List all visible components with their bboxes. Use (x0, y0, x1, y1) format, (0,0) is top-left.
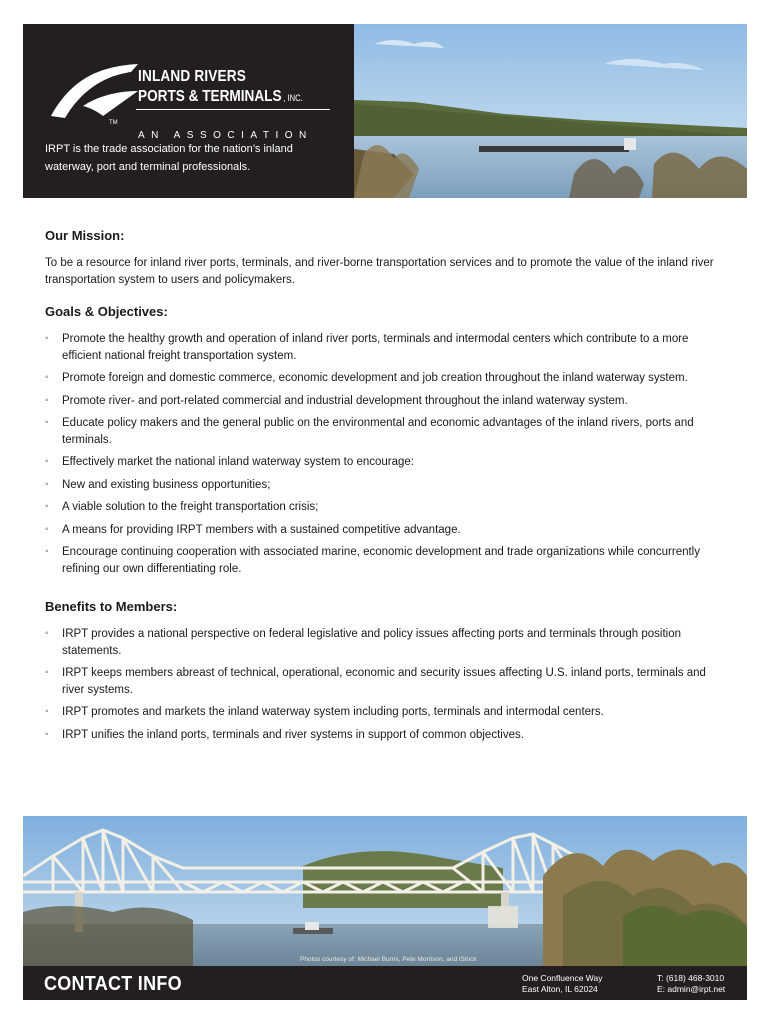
list-item: ◦ IRPT promotes and markets the inland waterway system including ports, terminals and intermodal centers. (45, 704, 725, 721)
bullet-icon: ◦ (45, 546, 49, 557)
header-tagline: IRPT is the trade association for the nation’s inland waterway, port and terminal professionals. (45, 143, 293, 173)
goals-title: Goals & Objectives: (45, 304, 168, 319)
bullet-icon: ◦ (45, 706, 49, 717)
list-item: ◦ IRPT keeps members abreast of technical, operational, economic and security issues affecting U.S. inland ports, terminals and river systems. (45, 667, 706, 696)
bullet-icon: ◦ (45, 394, 49, 406)
list-item: ◦ New and existing business opportunities; (45, 477, 725, 494)
bullet-icon: ◦ (45, 501, 49, 512)
logo-name-line2: PORTS & TERMINALS , INC. (138, 88, 303, 105)
phone: T: (618) 468-3010 (657, 973, 725, 983)
bullet-icon: ◦ (45, 333, 49, 344)
header-banner (23, 24, 747, 198)
list-item: ◦ Effectively market the national inland waterway system to encourage: (45, 454, 725, 471)
list-item: ◦ Promote river- and port-related commercial and industrial development throughout the inland waterway system. (45, 393, 725, 410)
bridge-photo (23, 816, 747, 966)
list-item: ◦ Educate policy makers and the general public on the environmental and economic advantages of the inland rivers, ports and terminals. (45, 417, 694, 446)
bullet-icon: ◦ (45, 417, 49, 428)
mission-text: To be a resource for inland river ports, terminals, and river-borne transportation services and to promote the value of the inland river transportation system to users and policymakers. (45, 257, 714, 286)
list-item: ◦ Encourage continuing cooperation with associated marine, economic development and trade organizations while concurrently refining our own differentiating role. (45, 546, 700, 575)
logo-divider (136, 109, 330, 110)
header-logo-panel (23, 24, 354, 198)
list-item: ◦ A viable solution to the freight transportation crisis; (45, 499, 725, 516)
logo-association: AN ASSOCIATION (138, 130, 313, 141)
list-item: ◦ A means for providing IRPT members with a sustained competitive advantage. (45, 522, 725, 539)
bullet-icon: ◦ (45, 478, 49, 490)
bullet-icon: ◦ (45, 628, 49, 639)
contact-address (522, 973, 602, 995)
list-item: ◦ IRPT unifies the inland ports, terminals and river systems in support of common objectives. (45, 727, 725, 744)
photo-credit: Photos courtesy of: Michael Burns, Pete Morrison, and iStock (300, 956, 477, 963)
logo-name-line1: INLAND RIVERS (138, 68, 247, 85)
goals-list (45, 331, 725, 577)
benefits-list (45, 626, 725, 743)
logo-trademark: TM (109, 120, 118, 126)
river-barge-photo (354, 24, 747, 198)
contact-title: CONTACT INFO (44, 973, 182, 995)
list-item: ◦ IRPT provides a national perspective on federal legislative and policy issues affecting ports and terminals through position statements. (45, 628, 682, 657)
bullet-icon: ◦ (45, 456, 49, 467)
main-content (45, 228, 725, 749)
bullet-icon: ◦ (45, 667, 49, 678)
email-link[interactable]: E: admin@irpt.net (657, 984, 726, 994)
bullet-icon: ◦ (45, 728, 49, 740)
contact-bar (23, 966, 747, 1000)
address-line2: East Alton, IL 62024 (522, 984, 598, 994)
contact-phone-email (657, 973, 725, 995)
benefits-title: Benefits to Members: (45, 599, 178, 614)
list-item: ◦ Promote the healthy growth and operation of inland river ports, terminals and intermodal centers which contribute to a more efficient national freight transportation system. (45, 333, 689, 362)
list-item: ◦ Promote foreign and domestic commerce, economic development and job creation throughout the inland waterway system. (45, 370, 725, 387)
bullet-icon: ◦ (45, 523, 49, 535)
mission-title: Our Mission: (45, 228, 125, 243)
bullet-icon: ◦ (45, 372, 49, 383)
address-line1: One Confluence Way (522, 973, 603, 983)
